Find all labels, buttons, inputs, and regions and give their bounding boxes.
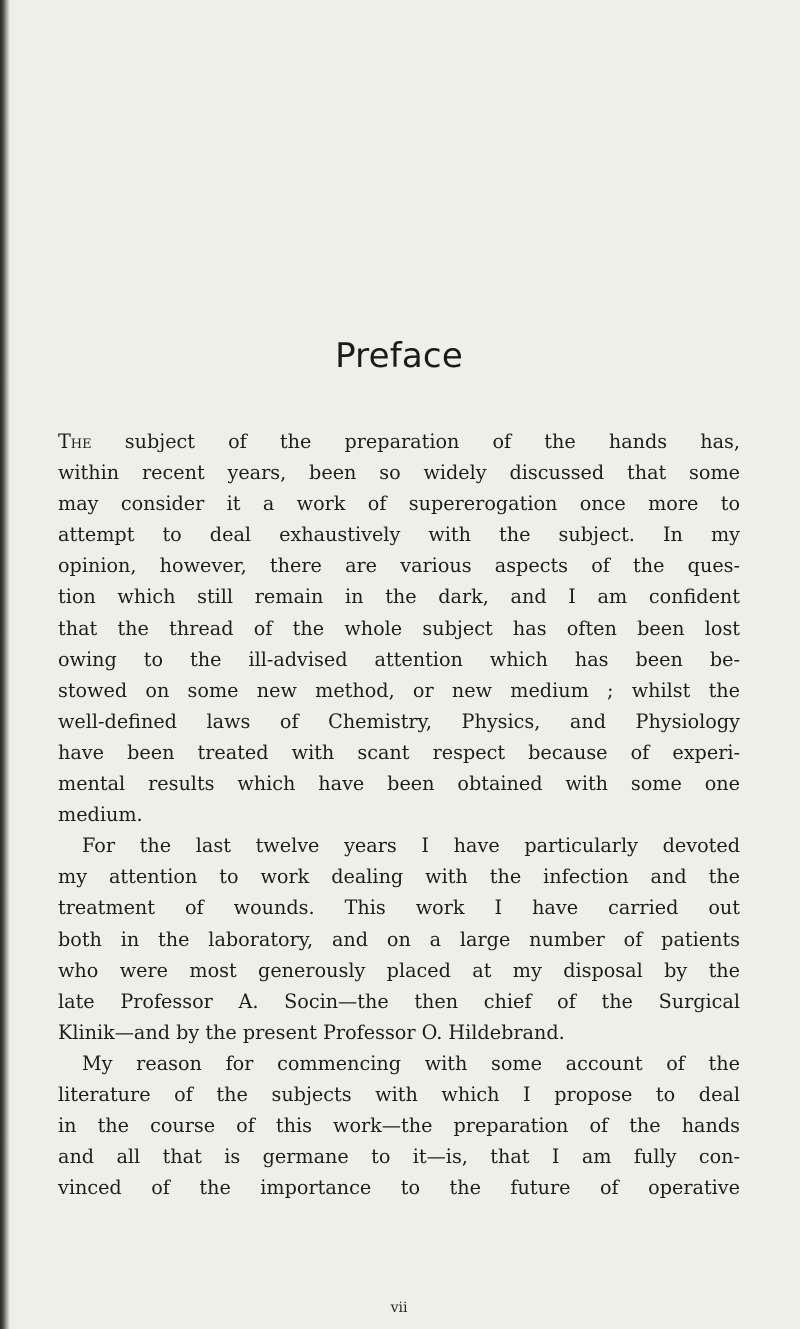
- text-line: treatment of wounds. This work I have carried out: [58, 896, 740, 920]
- text-line: literature of the subjects with which I propose to deal: [58, 1082, 740, 1106]
- text-line: late Professor A. Socin—the then chief of the Surgical: [58, 989, 740, 1013]
- text-line: My reason for commencing with some account of the: [82, 1051, 740, 1075]
- text-line: For the last twelve years I have particularly devoted: [82, 834, 740, 858]
- text-line: have been treated with scant respect because of experi-: [58, 740, 740, 764]
- text-line: within recent years, been so widely discussed that some: [58, 461, 740, 485]
- first-word: The: [58, 430, 92, 453]
- text-line: who were most generously placed at my disposal by the: [58, 958, 740, 982]
- text-line: vinced of the importance to the future of operative: [58, 1176, 740, 1200]
- text-line: in the course of this work—the preparation of the hands: [58, 1114, 740, 1138]
- preface-body: [58, 426, 740, 1203]
- text-line: attempt to deal exhaustively with the subject. In my: [58, 523, 740, 547]
- text-line: owing to the ill-advised attention which has been be-: [58, 647, 740, 671]
- text-line: stowed on some new method, or new medium ; whilst the: [58, 678, 740, 702]
- text-line: well-defined laws of Chemistry, Physics, and Physiology: [58, 709, 740, 733]
- text-line: both in the laboratory, and on a large number of patients: [58, 927, 740, 951]
- text-line: my attention to work dealing with the infection and the: [58, 865, 740, 889]
- page-number: vii: [390, 1300, 408, 1316]
- page-title: Preface: [335, 336, 463, 376]
- text-line: and all that is germane to it—is, that I am fully con-: [58, 1145, 740, 1169]
- text-line: Klinik—and by the present Professor O. Hildebrand.: [58, 1020, 565, 1044]
- page-binding-edge: [0, 0, 10, 1329]
- text-line: that the thread of the whole subject has often been lost: [58, 616, 740, 640]
- text-line: medium.: [58, 803, 143, 827]
- text-line: The subject of the preparation of the hands has,: [58, 430, 740, 453]
- text-line: tion which still remain in the dark, and I am confident: [58, 585, 740, 609]
- book-page: [58, 0, 770, 1329]
- text-line: opinion, however, there are various aspects of the ques-: [58, 554, 740, 578]
- text-line: mental results which have been obtained with some one: [58, 772, 740, 796]
- text-line: may consider it a work of supererogation once more to: [58, 492, 740, 516]
